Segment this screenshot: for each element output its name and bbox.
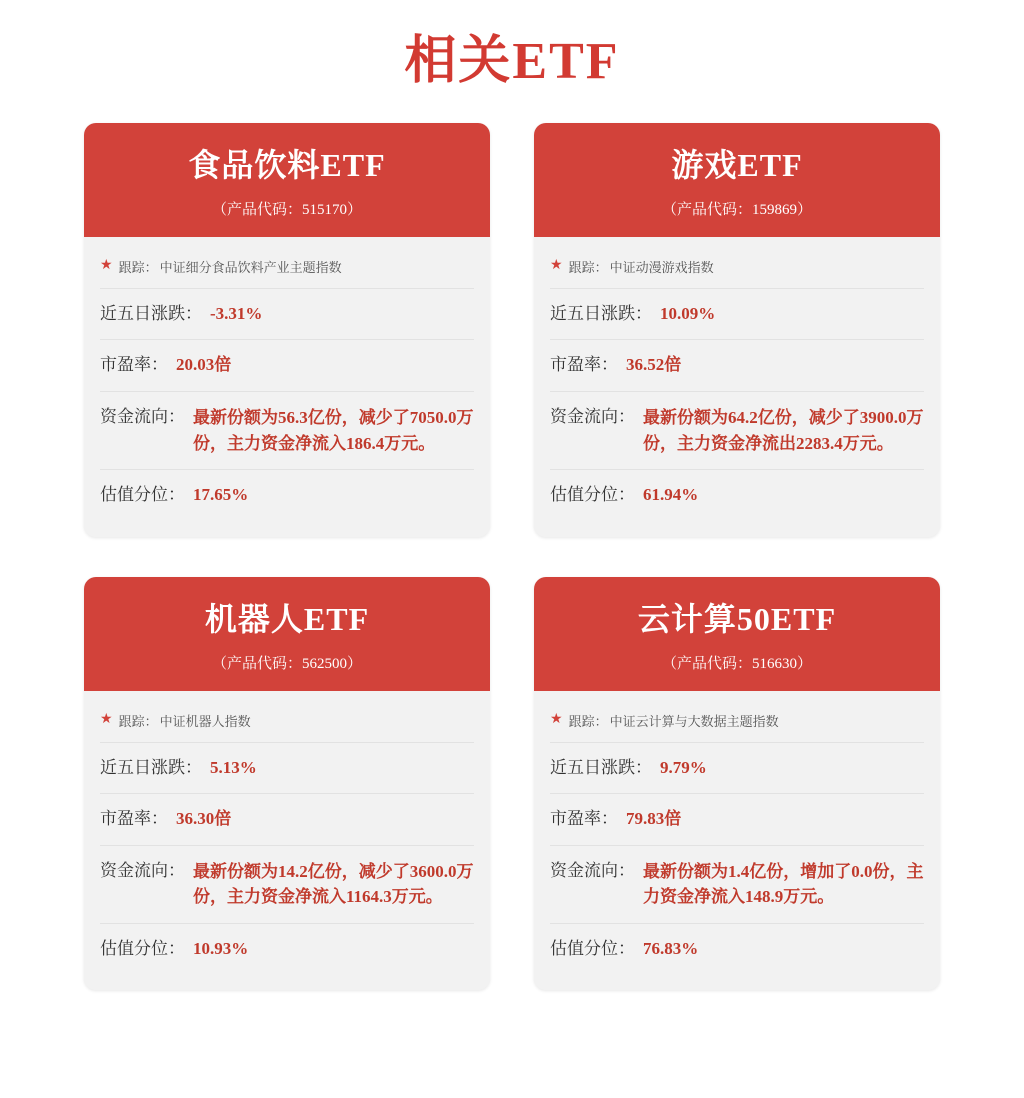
- valuation-label: 估值分位：: [100, 485, 185, 505]
- etf-card-body: [84, 237, 490, 537]
- etf-card-body: [534, 237, 940, 537]
- change5d-value: 10.09%: [660, 303, 716, 323]
- code-suffix: ）: [347, 655, 363, 672]
- change5d-row: [550, 289, 924, 341]
- pe-row: [100, 340, 474, 392]
- track-row: [100, 251, 474, 289]
- code-prefix: （产品代码：: [661, 655, 752, 672]
- change5d-row: [550, 743, 924, 795]
- change5d-value: 5.13%: [210, 757, 257, 777]
- change5d-label: 近五日涨跌：: [100, 757, 202, 777]
- track-value: 中证云计算与大数据主题指数: [609, 713, 779, 729]
- code-prefix: （产品代码：: [211, 655, 302, 672]
- etf-card[interactable]: [534, 577, 940, 991]
- flow-value: 最新份额为1.4亿份，增加了0.0份，主力资金净流入148.9万元。: [643, 861, 924, 907]
- track-label: 跟踪：: [568, 259, 608, 275]
- etf-name: 食品饮料ETF: [188, 147, 386, 183]
- code-prefix: （产品代码：: [661, 201, 752, 218]
- track-label: 跟踪：: [118, 259, 158, 275]
- change5d-label: 近五日涨跌：: [100, 303, 202, 323]
- pe-label: 市盈率：: [100, 809, 168, 829]
- valuation-label: 估值分位：: [550, 938, 635, 958]
- pe-row: [550, 340, 924, 392]
- flow-label: 资金流向：: [550, 407, 635, 427]
- flow-label: 资金流向：: [100, 407, 185, 427]
- valuation-row: [100, 470, 474, 521]
- code-value: 515170: [302, 201, 347, 218]
- valuation-value: 76.83%: [643, 938, 699, 958]
- star-icon: ★: [100, 258, 113, 274]
- etf-name: 游戏ETF: [671, 147, 803, 183]
- code-value: 516630: [752, 655, 797, 672]
- etf-name: 云计算50ETF: [637, 600, 837, 637]
- code-suffix: ）: [347, 201, 363, 218]
- track-label: 跟踪：: [118, 713, 158, 729]
- track-row: [550, 251, 924, 289]
- flow-value: 最新份额为64.2亿份，减少了3900.0万份，主力资金净流出2283.4万元。: [643, 408, 924, 453]
- etf-card-header: [84, 577, 490, 691]
- valuation-value: 61.94%: [643, 485, 699, 505]
- valuation-row: [100, 924, 474, 975]
- pe-label: 市盈率：: [550, 355, 618, 375]
- etf-card[interactable]: [84, 577, 490, 991]
- etf-card-header: [84, 123, 490, 237]
- flow-row: [550, 392, 924, 470]
- etf-code: [550, 652, 924, 673]
- track-value: 中证机器人指数: [159, 713, 251, 729]
- valuation-label: 估值分位：: [550, 485, 635, 505]
- etf-code: [550, 198, 924, 219]
- etf-page: [0, 18, 1024, 1014]
- change5d-value: 9.79%: [660, 757, 707, 777]
- pe-value: 20.03倍: [176, 355, 232, 375]
- flow-row: [550, 846, 924, 924]
- track-label: 跟踪：: [568, 713, 608, 729]
- etf-card[interactable]: [534, 123, 940, 537]
- etf-card-grid: [0, 123, 1024, 990]
- page-title: 相关ETF: [404, 33, 620, 90]
- valuation-label: 估值分位：: [100, 938, 185, 958]
- flow-value: 最新份额为56.3亿份，减少了7050.0万份，主力资金净流入186.4万元。: [193, 408, 474, 453]
- track-value: 中证动漫游戏指数: [609, 259, 714, 275]
- pe-label: 市盈率：: [550, 809, 618, 829]
- flow-label: 资金流向：: [100, 860, 185, 880]
- code-suffix: ）: [797, 655, 813, 672]
- change5d-label: 近五日涨跌：: [550, 757, 652, 777]
- pe-label: 市盈率：: [100, 355, 168, 375]
- etf-code: [100, 652, 474, 673]
- etf-card[interactable]: [84, 123, 490, 537]
- code-value: 562500: [302, 655, 347, 672]
- change5d-label: 近五日涨跌：: [550, 303, 652, 323]
- flow-value: 最新份额为14.2亿份，减少了3600.0万份，主力资金净流入1164.3万元。: [193, 861, 474, 907]
- valuation-row: [550, 924, 924, 975]
- star-icon: ★: [550, 258, 563, 274]
- valuation-value: 17.65%: [193, 485, 249, 505]
- etf-card-body: [84, 691, 490, 991]
- pe-value: 36.52倍: [626, 355, 682, 375]
- star-icon: ★: [550, 712, 563, 728]
- track-row: [550, 705, 924, 743]
- etf-name: 机器人ETF: [204, 600, 370, 637]
- code-prefix: （产品代码：: [211, 201, 302, 218]
- pe-value: 79.83倍: [626, 809, 682, 829]
- track-value: 中证细分食品饮料产业主题指数: [159, 259, 342, 275]
- valuation-value: 10.93%: [193, 938, 249, 958]
- etf-card-header: [534, 123, 940, 237]
- star-icon: ★: [100, 712, 113, 728]
- change5d-value: -3.31%: [210, 303, 263, 323]
- flow-row: [100, 392, 474, 470]
- pe-row: [550, 794, 924, 846]
- flow-row: [100, 846, 474, 924]
- pe-value: 36.30倍: [176, 809, 232, 829]
- etf-card-header: [534, 577, 940, 691]
- etf-card-body: [534, 691, 940, 991]
- change5d-row: [100, 743, 474, 795]
- track-row: [100, 705, 474, 743]
- pe-row: [100, 794, 474, 846]
- flow-label: 资金流向：: [550, 860, 635, 880]
- etf-code: [100, 198, 474, 219]
- code-value: 159869: [752, 201, 797, 218]
- code-suffix: ）: [797, 201, 813, 218]
- change5d-row: [100, 289, 474, 341]
- valuation-row: [550, 470, 924, 521]
